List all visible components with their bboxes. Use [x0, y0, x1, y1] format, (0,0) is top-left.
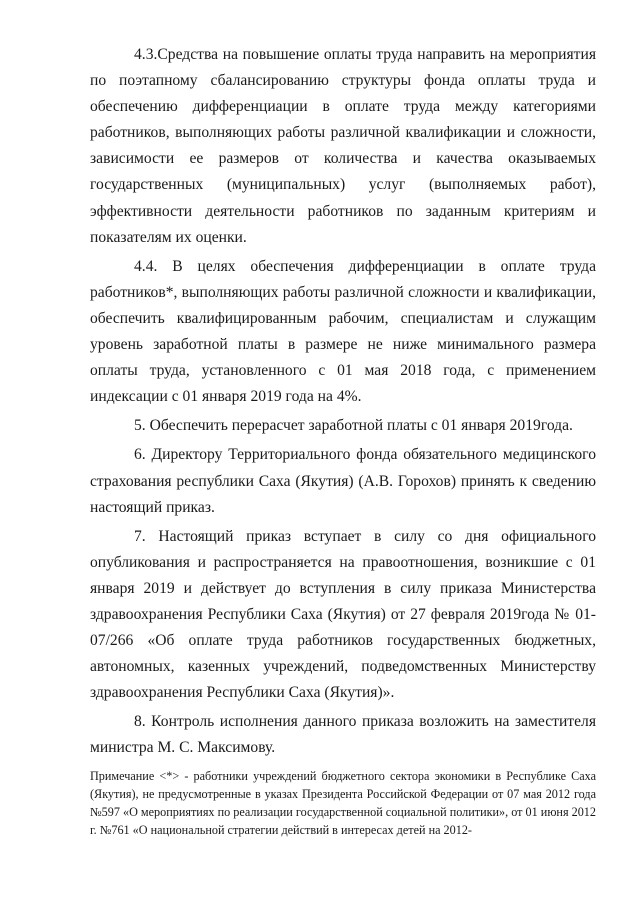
paragraph-4-3: 4.3.Средства на повышение оплаты труда направить на мероприятия по поэтапному сбалансированию структуры фонда оплаты труда и обеспечению дифференциации в оплате труда между категориями работников, выполняющих работы различной квалификации и сложности, зависимости ее размеров от количества и качества оказываемых государственных (муниципальных) услуг (выполняемых работ), эффективности деятельности работников по заданным критериям и показателям их оценки. — [90, 46, 596, 246]
paragraph-5: 5. Обеспечить перерасчет заработной платы с 01 января 2019года. — [134, 417, 573, 435]
paragraph-4-4: 4.4. В целях обеспечения дифференциации в оплате труда работников*, выполняющих работы различной сложности и квалификации, обеспечить квалифицированным рабочим, специалистам и служащим уровень заработной платы в размере не ниже минимального размера оплаты труда, установленного с 01 мая 2018 года, с применением индексации с 01 января 2019 года на 4%. — [90, 257, 596, 406]
paragraph-6: 6. Директору Территориального фонда обязательного медицинского страхования республики Саха (Якутия) (А.В. Горохов) принять к сведению настоящий приказ. — [90, 446, 596, 516]
footnote — [90, 767, 596, 839]
paragraph-8: 8. Контроль исполнения данного приказа возложить на заместителя министра М. С. Максимову. — [90, 713, 596, 757]
document-body — [90, 42, 596, 765]
footnote-text: Примечание <*> - работники учреждений бюджетного сектора экономики в Республике Саха (Якутия), не предусмотренные в указах Президента Российской Федерации от 07 мая 2012 года №597 «О мероприятиях по реализации государственной социальной политики», от 01 июня 2012 г. №761 «О национальной стратегии действий в интересах детей на 2012- — [90, 769, 596, 837]
paragraph-7: 7. Настоящий приказ вступает в силу со дня официального опубликования и распространяется на правоотношения, возникшие с 01 января 2019 и действует до вступления в силу приказа Министерства здравоохранения Республики Саха (Якутия) от 27 февраля 2019года № 01-07/266 «Об оплате труда работников государственных бюджетных, автономных, казенных учреждений, подведомственных Министерству здравоохранения Республики Саха (Якутия)». — [90, 527, 596, 702]
